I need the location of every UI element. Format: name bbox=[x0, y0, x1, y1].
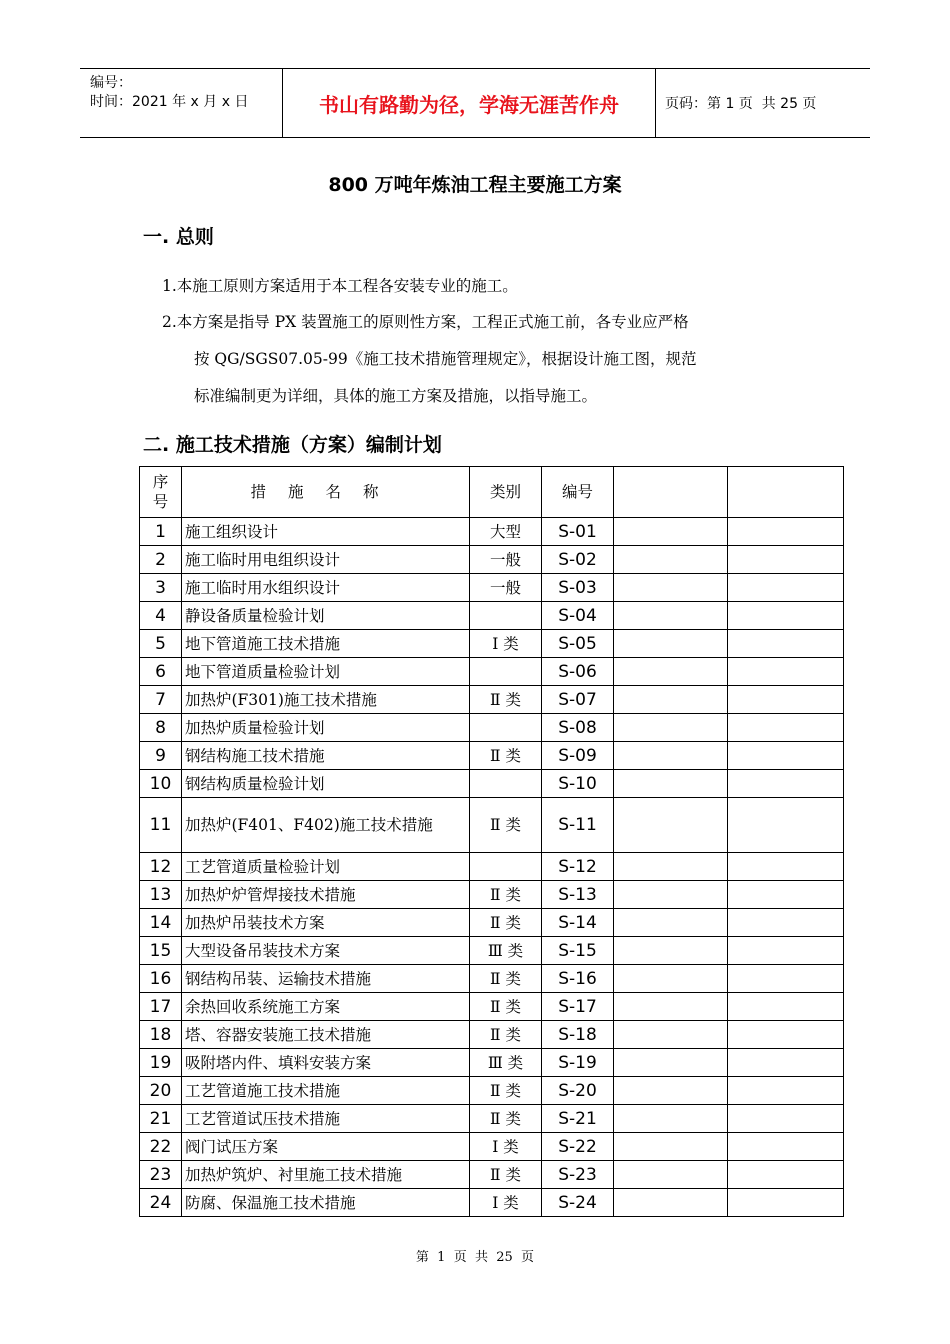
row-code: S-17 bbox=[542, 993, 614, 1021]
row-measure-name: 钢结构质量检验计划 bbox=[182, 770, 470, 798]
row-category: Ⅱ 类 bbox=[470, 1161, 542, 1189]
row-code: S-21 bbox=[542, 1105, 614, 1133]
row-measure-name: 施工临时用电组织设计 bbox=[182, 546, 470, 574]
row-code: S-08 bbox=[542, 714, 614, 742]
row-extra-1 bbox=[614, 1189, 728, 1217]
row-extra-2 bbox=[728, 1133, 844, 1161]
row-measure-name: 大型设备吊装技术方案 bbox=[182, 937, 470, 965]
table-row bbox=[140, 1021, 844, 1049]
section-heading-plan: 二. 施工技术措施（方案）编制计划 bbox=[143, 434, 442, 456]
row-measure-name: 工艺管道试压技术措施 bbox=[182, 1105, 470, 1133]
row-number: 6 bbox=[140, 658, 182, 686]
row-extra-2 bbox=[728, 1021, 844, 1049]
table-row bbox=[140, 1161, 844, 1189]
row-measure-name: 钢结构施工技术措施 bbox=[182, 742, 470, 770]
row-extra-2 bbox=[728, 798, 844, 853]
row-number: 7 bbox=[140, 686, 182, 714]
paragraph-item-2-line-3: 标准编制更为详细，具体的施工方案及措施，以指导施工。 bbox=[194, 387, 598, 405]
row-category bbox=[470, 658, 542, 686]
row-number: 11 bbox=[140, 798, 182, 853]
row-number: 13 bbox=[140, 881, 182, 909]
row-extra-2 bbox=[728, 965, 844, 993]
header-seq-line-2: 号 bbox=[152, 493, 169, 511]
row-measure-name: 加热炉吊装技术方案 bbox=[182, 909, 470, 937]
table-row bbox=[140, 1133, 844, 1161]
row-number: 24 bbox=[140, 1189, 182, 1217]
row-extra-2 bbox=[728, 1077, 844, 1105]
row-number: 10 bbox=[140, 770, 182, 798]
row-number: 22 bbox=[140, 1133, 182, 1161]
paragraph-item-2-line-2: 按 QG/SGS07.05-99《施工技术措施管理规定》，根据设计施工图，规范 bbox=[194, 350, 697, 368]
row-extra-2 bbox=[728, 770, 844, 798]
row-extra-2 bbox=[728, 1189, 844, 1217]
table-row bbox=[140, 853, 844, 881]
table-row bbox=[140, 993, 844, 1021]
row-code: S-19 bbox=[542, 1049, 614, 1077]
page-header bbox=[80, 68, 870, 138]
row-category: Ⅱ 类 bbox=[470, 686, 542, 714]
row-extra-1 bbox=[614, 602, 728, 630]
row-code: S-03 bbox=[542, 574, 614, 602]
row-code: S-06 bbox=[542, 658, 614, 686]
header-page-info bbox=[655, 69, 870, 137]
row-measure-name: 防腐、保温施工技术措施 bbox=[182, 1189, 470, 1217]
row-number: 18 bbox=[140, 1021, 182, 1049]
row-extra-2 bbox=[728, 630, 844, 658]
row-code: S-09 bbox=[542, 742, 614, 770]
table-row bbox=[140, 1189, 844, 1217]
row-code: S-14 bbox=[542, 909, 614, 937]
table-row bbox=[140, 1049, 844, 1077]
row-extra-2 bbox=[728, 546, 844, 574]
section-heading-general: 一. 总则 bbox=[143, 226, 214, 248]
table-row bbox=[140, 518, 844, 546]
table-row bbox=[140, 770, 844, 798]
row-code: S-12 bbox=[542, 853, 614, 881]
row-category bbox=[470, 853, 542, 881]
row-extra-1 bbox=[614, 1049, 728, 1077]
row-measure-name: 加热炉质量检验计划 bbox=[182, 714, 470, 742]
header-seq-line-1: 序 bbox=[152, 473, 169, 491]
row-category: 一般 bbox=[470, 574, 542, 602]
row-extra-1 bbox=[614, 881, 728, 909]
row-extra-2 bbox=[728, 993, 844, 1021]
row-number: 9 bbox=[140, 742, 182, 770]
plan-table bbox=[139, 466, 844, 1217]
row-number: 21 bbox=[140, 1105, 182, 1133]
row-measure-name: 加热炉(F301)施工技术措施 bbox=[182, 686, 470, 714]
row-measure-name: 钢结构吊装、运输技术措施 bbox=[182, 965, 470, 993]
row-extra-1 bbox=[614, 937, 728, 965]
table-row bbox=[140, 1105, 844, 1133]
row-extra-1 bbox=[614, 518, 728, 546]
row-number: 15 bbox=[140, 937, 182, 965]
table-row bbox=[140, 602, 844, 630]
row-number: 16 bbox=[140, 965, 182, 993]
row-number: 8 bbox=[140, 714, 182, 742]
row-extra-2 bbox=[728, 881, 844, 909]
row-extra-1 bbox=[614, 686, 728, 714]
row-extra-2 bbox=[728, 574, 844, 602]
row-category: 大型 bbox=[470, 518, 542, 546]
row-category: Ⅱ 类 bbox=[470, 909, 542, 937]
row-code: S-24 bbox=[542, 1189, 614, 1217]
table-row bbox=[140, 686, 844, 714]
row-measure-name: 施工临时用水组织设计 bbox=[182, 574, 470, 602]
row-category: Ⅱ 类 bbox=[470, 881, 542, 909]
page-info-text: 页码：第 1 页 共 25 页 bbox=[665, 96, 817, 112]
row-extra-1 bbox=[614, 798, 728, 853]
row-category: Ⅱ 类 bbox=[470, 742, 542, 770]
row-extra-2 bbox=[728, 937, 844, 965]
row-extra-2 bbox=[728, 602, 844, 630]
header-left-cell bbox=[80, 69, 282, 137]
row-code: S-07 bbox=[542, 686, 614, 714]
row-extra-2 bbox=[728, 714, 844, 742]
row-extra-1 bbox=[614, 993, 728, 1021]
row-extra-2 bbox=[728, 658, 844, 686]
row-extra-2 bbox=[728, 1049, 844, 1077]
row-extra-2 bbox=[728, 742, 844, 770]
row-extra-1 bbox=[614, 853, 728, 881]
header-extra-1 bbox=[614, 467, 728, 518]
row-category bbox=[470, 770, 542, 798]
row-category: Ⅱ 类 bbox=[470, 798, 542, 853]
number-label: 编号： bbox=[90, 75, 132, 91]
row-code: S-11 bbox=[542, 798, 614, 853]
row-measure-name: 工艺管道质量检验计划 bbox=[182, 853, 470, 881]
row-extra-1 bbox=[614, 965, 728, 993]
row-number: 1 bbox=[140, 518, 182, 546]
paragraph-item-2-line-1: 2.本方案是指导 PX 装置施工的原则性方案，工程正式施工前，各专业应严格 bbox=[162, 313, 689, 331]
page-footer: 第 1 页 共 25 页 bbox=[415, 1250, 535, 1265]
row-extra-1 bbox=[614, 770, 728, 798]
row-code: S-13 bbox=[542, 881, 614, 909]
table-row bbox=[140, 1077, 844, 1105]
table-row bbox=[140, 881, 844, 909]
paragraph-item-1: 1.本施工原则方案适用于本工程各安装专业的施工。 bbox=[162, 277, 518, 295]
table-row bbox=[140, 798, 844, 853]
header-extra-2 bbox=[728, 467, 844, 518]
document-title: 800 万吨年炼油工程主要施工方案 bbox=[328, 174, 622, 196]
row-code: S-10 bbox=[542, 770, 614, 798]
row-extra-1 bbox=[614, 574, 728, 602]
row-measure-name: 施工组织设计 bbox=[182, 518, 470, 546]
row-category: Ⅰ 类 bbox=[470, 1133, 542, 1161]
table-row bbox=[140, 714, 844, 742]
row-number: 3 bbox=[140, 574, 182, 602]
row-measure-name: 工艺管道施工技术措施 bbox=[182, 1077, 470, 1105]
table-row bbox=[140, 574, 844, 602]
row-extra-1 bbox=[614, 1021, 728, 1049]
row-measure-name: 阀门试压方案 bbox=[182, 1133, 470, 1161]
row-measure-name: 地下管道质量检验计划 bbox=[182, 658, 470, 686]
row-code: S-18 bbox=[542, 1021, 614, 1049]
row-extra-1 bbox=[614, 546, 728, 574]
row-measure-name: 加热炉(F401、F402)施工技术措施 bbox=[182, 798, 470, 853]
row-category: Ⅱ 类 bbox=[470, 1105, 542, 1133]
header-seq bbox=[140, 467, 182, 518]
row-code: S-01 bbox=[542, 518, 614, 546]
row-extra-2 bbox=[728, 518, 844, 546]
row-extra-1 bbox=[614, 714, 728, 742]
row-number: 23 bbox=[140, 1161, 182, 1189]
row-category: Ⅱ 类 bbox=[470, 1021, 542, 1049]
row-code: S-16 bbox=[542, 965, 614, 993]
table-header-row bbox=[140, 467, 844, 518]
row-measure-name: 加热炉炉管焊接技术措施 bbox=[182, 881, 470, 909]
row-category bbox=[470, 602, 542, 630]
row-measure-name: 塔、容器安装施工技术措施 bbox=[182, 1021, 470, 1049]
row-number: 19 bbox=[140, 1049, 182, 1077]
row-extra-1 bbox=[614, 630, 728, 658]
row-measure-name: 地下管道施工技术措施 bbox=[182, 630, 470, 658]
row-category: Ⅰ 类 bbox=[470, 630, 542, 658]
row-category: Ⅱ 类 bbox=[470, 1077, 542, 1105]
row-code: S-15 bbox=[542, 937, 614, 965]
row-measure-name: 余热回收系统施工方案 bbox=[182, 993, 470, 1021]
time-label: 时间：2021 年 x 月 x 日 bbox=[90, 94, 249, 110]
row-extra-2 bbox=[728, 853, 844, 881]
row-extra-2 bbox=[728, 1161, 844, 1189]
row-category: 一般 bbox=[470, 546, 542, 574]
header-code: 编号 bbox=[542, 467, 614, 518]
header-category: 类别 bbox=[470, 467, 542, 518]
row-number: 5 bbox=[140, 630, 182, 658]
table-row bbox=[140, 742, 844, 770]
row-extra-1 bbox=[614, 742, 728, 770]
row-extra-1 bbox=[614, 1077, 728, 1105]
row-extra-1 bbox=[614, 909, 728, 937]
row-category: Ⅱ 类 bbox=[470, 965, 542, 993]
row-extra-2 bbox=[728, 1105, 844, 1133]
row-measure-name: 加热炉筑炉、衬里施工技术措施 bbox=[182, 1161, 470, 1189]
row-extra-2 bbox=[728, 686, 844, 714]
row-category: Ⅱ 类 bbox=[470, 993, 542, 1021]
row-code: S-22 bbox=[542, 1133, 614, 1161]
row-number: 12 bbox=[140, 853, 182, 881]
row-number: 2 bbox=[140, 546, 182, 574]
table-row bbox=[140, 658, 844, 686]
row-category: Ⅲ 类 bbox=[470, 937, 542, 965]
row-extra-1 bbox=[614, 1105, 728, 1133]
table-row bbox=[140, 546, 844, 574]
row-number: 14 bbox=[140, 909, 182, 937]
row-number: 17 bbox=[140, 993, 182, 1021]
motto-text: 书山有路勤为径，学海无涯苦作舟 bbox=[282, 69, 656, 137]
row-extra-1 bbox=[614, 1133, 728, 1161]
row-number: 20 bbox=[140, 1077, 182, 1105]
row-extra-1 bbox=[614, 658, 728, 686]
row-extra-1 bbox=[614, 1161, 728, 1189]
row-code: S-20 bbox=[542, 1077, 614, 1105]
row-code: S-23 bbox=[542, 1161, 614, 1189]
row-measure-name: 吸附塔内件、填料安装方案 bbox=[182, 1049, 470, 1077]
row-number: 4 bbox=[140, 602, 182, 630]
table-row bbox=[140, 965, 844, 993]
row-code: S-04 bbox=[542, 602, 614, 630]
table-row bbox=[140, 937, 844, 965]
row-category bbox=[470, 714, 542, 742]
row-extra-2 bbox=[728, 909, 844, 937]
table-row bbox=[140, 909, 844, 937]
header-name: 措施名称 bbox=[182, 467, 470, 518]
table-row bbox=[140, 630, 844, 658]
row-category: Ⅰ 类 bbox=[470, 1189, 542, 1217]
row-code: S-05 bbox=[542, 630, 614, 658]
row-measure-name: 静设备质量检验计划 bbox=[182, 602, 470, 630]
row-category: Ⅲ 类 bbox=[470, 1049, 542, 1077]
row-code: S-02 bbox=[542, 546, 614, 574]
